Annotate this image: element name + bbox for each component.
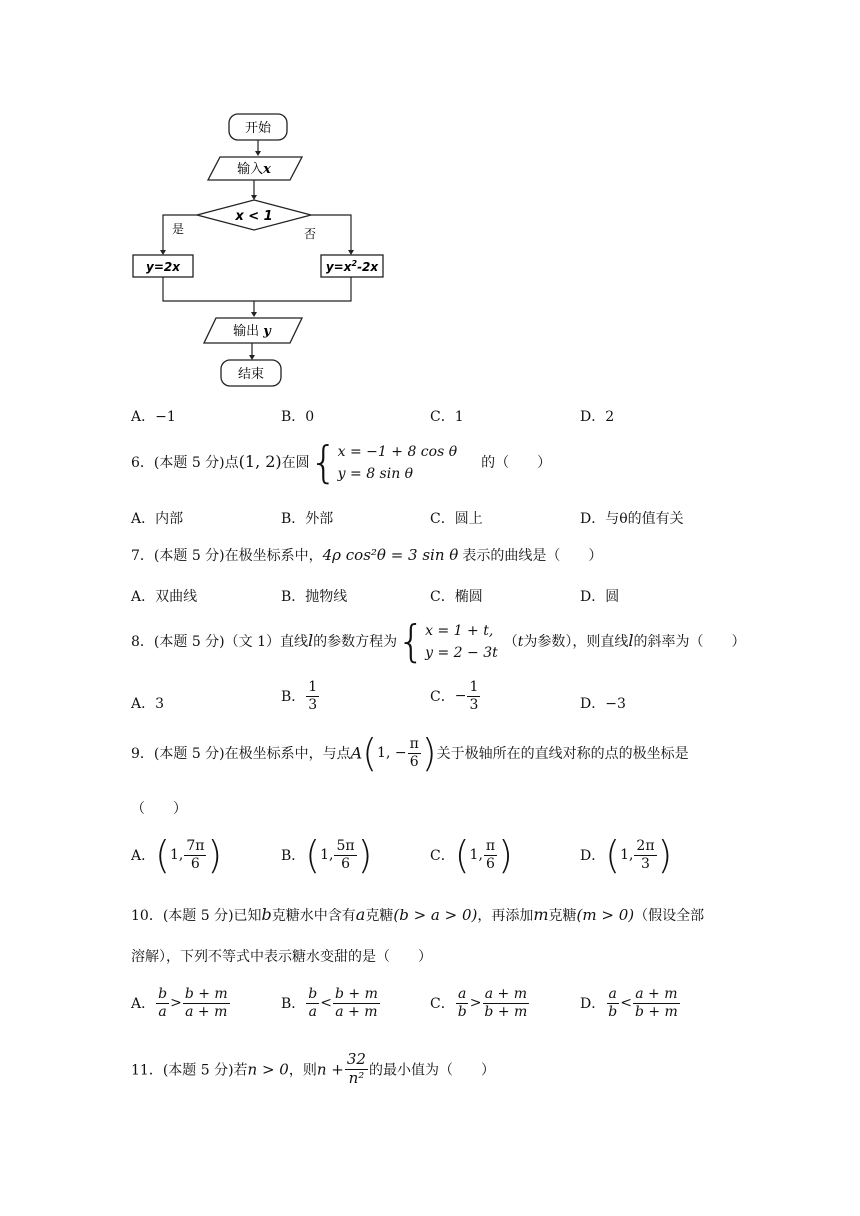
flowchart-input-label: 输入x (237, 162, 271, 177)
flowchart-arrowhead (255, 151, 261, 156)
flowchart-yes-label: 是 (172, 222, 185, 236)
flowchart-arrowhead (160, 250, 166, 255)
q7-option-d: D．圆 (580, 589, 620, 605)
q8-option-a: A．3 (131, 696, 165, 712)
q8-system: x = 1 + t, y = 2 − 3t (425, 623, 498, 661)
q6-point: (1, 2) (238, 452, 282, 471)
flowchart-end-label: 结束 (237, 367, 265, 382)
flowchart-arrowhead (251, 312, 257, 317)
flowchart-arrowhead (348, 250, 354, 255)
q6-option-b: B．外部 (281, 511, 334, 527)
q8-option-b: B． $\frac{1}{3}$ (281, 679, 318, 713)
q5-option-b: B．0 (281, 409, 315, 425)
flowchart-decision-label: x < 1 (235, 209, 273, 224)
q9-option-c: C．(1, $\frac{\pi}{6}$ ) (430, 833, 513, 877)
q11-stem: 11．(本题 5 分)若n > 0，则n + $\frac{32}{\text{n²}}$ 的最小值为（ ） (131, 1050, 495, 1087)
q7-formula: 4ρ cos²θ = 3 sin θ (322, 546, 459, 564)
q7-option-a: A．双曲线 (131, 589, 198, 605)
flowchart-merge-line (163, 277, 351, 301)
q10-option-d: D． $\frac{a}{b}$ < $\frac{a + m}{b + m}$ (580, 986, 678, 1020)
flowchart-arrowhead (249, 355, 255, 360)
q9-stem: 9．(本题 5 分)在极坐标系中，与点A(1, − $\frac{\pi}{6}$ )关于极轴所在的直线对称的点的极坐标是 (131, 731, 689, 775)
q10-stem-line2: 溶解），下列不等式中表示糖水变甜的是（ ） (131, 949, 432, 965)
q5-option-c: C．1 (430, 409, 464, 425)
flowchart-output-label: 输出 y (233, 324, 271, 339)
flowchart-yes-process-label: y=2x (146, 260, 180, 274)
q7-option-c: C．椭圆 (430, 589, 483, 605)
q9-option-b: B．(1, $\frac{5\pi}{6}$ ) (281, 833, 373, 877)
q10-option-a: A． $\frac{b}{a}$ > $\frac{b + m}{a + m}$ (131, 986, 228, 1020)
q6-stem: 6．(本题 5 分)点(1, 2)在圆{ x = −1 + 8 cos θ y = 8 sin θ 的（ ） (131, 437, 552, 488)
q7-option-b: B．抛物线 (281, 589, 348, 605)
q6-option-c: C．圆上 (430, 511, 483, 527)
q6-option-a: A．内部 (131, 511, 184, 527)
flowchart-start-label: 开始 (244, 121, 272, 136)
flowchart (120, 105, 400, 395)
q10-option-c: C． $\frac{a}{b}$ > $\frac{a + m}{b + m}$ (430, 986, 528, 1020)
q8-stem: 8．(本题 5 分)（文 1）直线l的参数方程为{ x = 1 + t, y = 2 − 3t （t为参数），则直线l的斜率为（ ） (131, 616, 746, 667)
q10-option-b: B． $\frac{b}{a}$ < $\frac{b + m}{a + m}$ (281, 986, 378, 1020)
q5-option-a: A．−1 (131, 409, 176, 425)
flowchart-arrowhead (251, 195, 257, 200)
q7-stem: 7．(本题 5 分)在极坐标系中，4ρ cos²θ = 3 sin θ 表示的曲线是（ ） (131, 546, 603, 564)
q5-option-d: D．2 (580, 409, 615, 425)
q6-option-d: D．与θ的值有关 (580, 511, 684, 527)
flowchart-no-line (311, 215, 351, 252)
q9-answer-paren: （ ） (131, 801, 187, 817)
flowchart-no-label: 否 (304, 227, 317, 241)
flowchart-no-process-label: $y=x^2-2x$ (325, 259, 379, 274)
q6-system: x = −1 + 8 cos θ y = 8 sin θ (337, 444, 458, 482)
q8-option-c: C．− $\frac{1}{3}$ (430, 679, 479, 713)
q9-option-a: A．(1, $\frac{7\pi}{6}$ ) (131, 833, 223, 877)
q10-stem-line1: 10．(本题 5 分)已知b克糖水中含有a克糖(b > a > 0)，再添加m克糖(m > 0)（假设全部 (131, 905, 705, 924)
q8-option-d: D．−3 (580, 696, 626, 712)
q9-option-d: D．(1, $\frac{2\pi}{3}$ ) (580, 833, 673, 877)
